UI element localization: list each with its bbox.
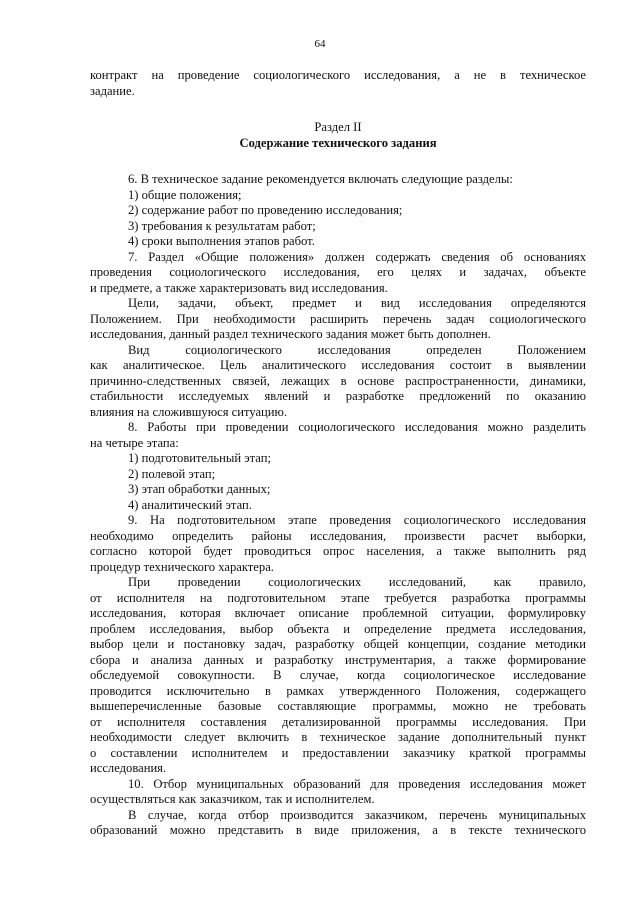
- text-line: причинно-следственных связей, лежащих в основе распространенности, динамики,: [90, 373, 586, 388]
- text-line: Положением. При необходимости расширить перечень задач социологического: [90, 311, 586, 326]
- text-line: процедур технического характера.: [90, 559, 274, 574]
- text-line: Цели, задачи, объект, предмет и вид исследования определяются: [128, 296, 586, 310]
- list-item: 3) требования к результатам работ;: [128, 218, 316, 233]
- text-line: от исполнителя составления детализированной программы исследования. При: [90, 714, 586, 729]
- text-line: выбор цели и постановку задач, разработку общей концепции, создание методики: [90, 637, 586, 651]
- list-item: 1) подготовительный этап;: [128, 451, 271, 465]
- list-item: 1) общие положения;: [128, 187, 242, 202]
- list-item: 4) аналитический этап.: [128, 497, 252, 512]
- document-body: [90, 68, 586, 839]
- text-line: согласно которой будет проводиться опрос населения, а также выполнить ряд: [90, 544, 586, 558]
- list-item: 2) содержание работ по проведению исследования;: [128, 203, 403, 217]
- text-line: необходимо определить районы исследования, произвести расчет выборки,: [90, 528, 586, 543]
- section-title: Раздел II: [314, 120, 362, 134]
- text-line: осуществляться как заказчиком, так и исполнителем.: [90, 792, 375, 806]
- text-line: как аналитическое. Цель аналитического исследования состоит в выявлении: [90, 358, 586, 372]
- text-line: 8. Работы при проведении социологического исследования можно разделить: [128, 420, 586, 434]
- text-line: задание.: [90, 83, 135, 98]
- text-line: 7. Раздел «Общие положения» должен содержать сведения об основаниях: [128, 249, 586, 264]
- text-line: исследования, которая включает описание проблемной ситуации, формулировку: [90, 606, 586, 620]
- text-line: и предмете, а также характеризовать вид исследования.: [90, 280, 388, 295]
- text-line: о составлении исполнителем и предоставлении заказчику краткой программы: [90, 745, 586, 760]
- page-number: 64: [314, 38, 326, 50]
- text-line: проведения социологического исследования, его целях и задачах, объекте: [90, 265, 586, 279]
- text-line: на четыре этапа:: [90, 435, 179, 450]
- text-line: 6. В техническое задание рекомендуется включать следующие разделы:: [128, 172, 513, 186]
- list-item: 2) полевой этап;: [128, 466, 216, 481]
- text-line: проводится исключительно в рамках утвержденного Положения, содержащего: [90, 683, 586, 698]
- section-heading: Содержание технического задания: [239, 135, 437, 150]
- text-line: образований можно представить в виде приложения, а в тексте технического: [90, 823, 586, 837]
- text-line: влияния на сложившуюся ситуацию.: [90, 404, 288, 419]
- list-item: 3) этап обработки данных;: [128, 482, 271, 496]
- text-line: проблем исследования, выбор объекта и определение предмета исследования,: [90, 621, 586, 636]
- text-line: от исполнителя на подготовительном этапе требуется разработка программы: [90, 590, 586, 605]
- text-line: обследуемой совокупности. В случае, когда социологическое исследование: [90, 668, 586, 682]
- text-line: стабильности исследуемых явлений и разработке предложений по оказанию: [90, 389, 586, 403]
- text-line: Вид социологического исследования определен Положением: [128, 342, 586, 357]
- text-line: вышеперечисленные базовые составляющие программы, можно не требовать: [90, 699, 586, 713]
- list-item: 4) сроки выполнения этапов работ.: [128, 234, 315, 248]
- text-line: сбора и анализа данных и разработку инструментария, а также формирование: [90, 652, 586, 667]
- text-line: 9. На подготовительном этапе проведения социологического исследования: [128, 513, 586, 527]
- text-line: исследования, данный раздел технического задания может быть дополнен.: [90, 327, 491, 341]
- text-line: В случае, когда отбор производится заказчиком, перечень муниципальных: [128, 807, 586, 822]
- text-line: исследования.: [90, 761, 167, 775]
- text-line: 10. Отбор муниципальных образований для проведения исследования может: [128, 776, 586, 791]
- text-line: необходимости следует включить в техническое задание дополнительный пункт: [90, 730, 586, 744]
- text-line: контракт на проведение социологического исследования, а не в техническое: [90, 68, 586, 82]
- text-line: При проведении социологических исследований, как правило,: [128, 575, 586, 589]
